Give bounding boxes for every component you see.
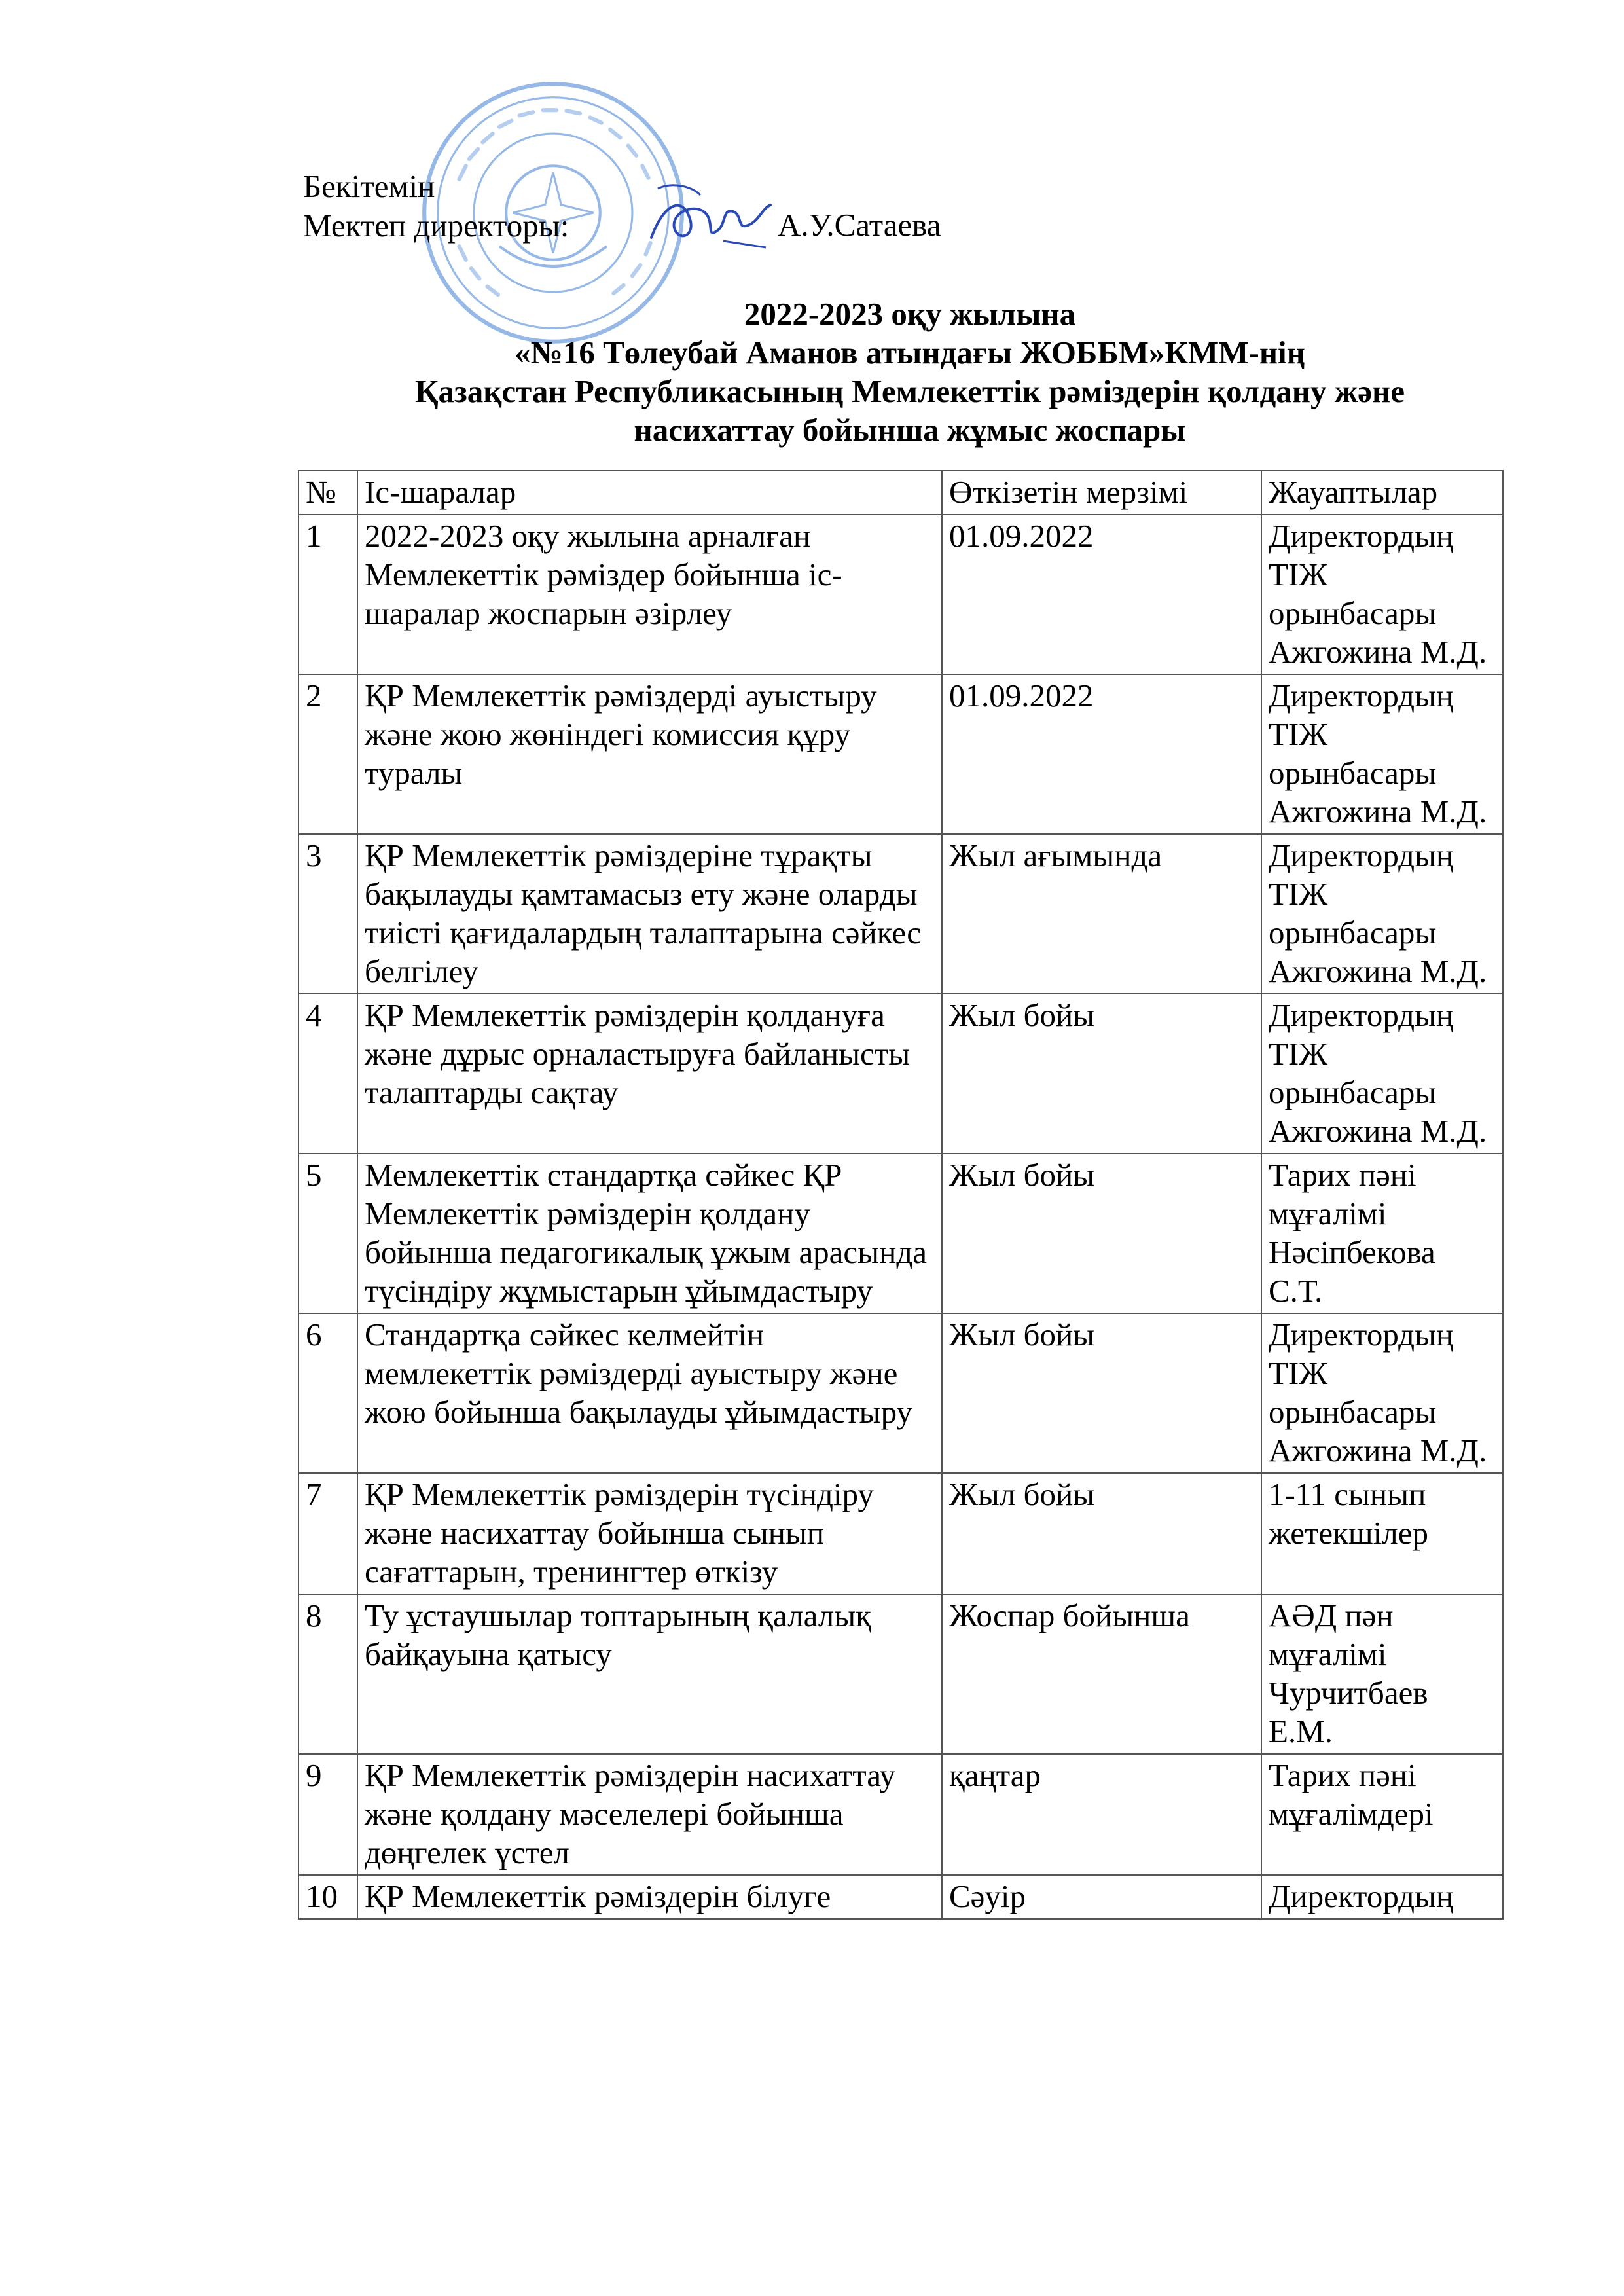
document-title bbox=[340, 295, 1479, 449]
table-header-row bbox=[298, 471, 1503, 515]
table-row bbox=[298, 1313, 1503, 1473]
row-responsible: Директордың ТІЖ орынбасары Ажгожина М.Д. bbox=[1261, 515, 1503, 674]
row-activity: ҚР Мемлекеттік рәміздерді ауыстыру және жою жөніндегі комиссия құру туралы bbox=[357, 674, 942, 834]
row-date: Жыл бойы bbox=[942, 1313, 1261, 1473]
title-line-1: 2022-2023 оқу жылына bbox=[744, 296, 1076, 332]
row-responsible: Тарих пәні мұғалімдері bbox=[1261, 1754, 1503, 1875]
approval-block bbox=[303, 167, 569, 246]
director-name: А.У.Сатаева bbox=[778, 207, 941, 243]
row-activity: Стандартқа сәйкес келмейтін мемлекеттік рәміздерді ауыстыру және жою бойынша бақылауды ұйымдастыру bbox=[357, 1313, 942, 1473]
table-row bbox=[298, 1154, 1503, 1313]
title-line-3: Қазақстан Республикасының Мемлекеттік рәміздерін қолдану және bbox=[414, 373, 1405, 409]
row-number: 2 bbox=[298, 674, 357, 834]
director-title: Мектеп директоры: bbox=[303, 208, 569, 244]
title-line-2: «№16 Төлеубай Аманов атындағы ЖОББМ»КММ-нің bbox=[514, 335, 1305, 371]
row-responsible: Директордың bbox=[1261, 1875, 1503, 1919]
row-number: 10 bbox=[298, 1875, 357, 1919]
row-date: 01.09.2022 bbox=[942, 515, 1261, 674]
row-date: Жыл ағымында bbox=[942, 834, 1261, 994]
row-activity: ҚР Мемлекеттік рәміздерін білуге bbox=[357, 1875, 942, 1919]
row-number: 5 bbox=[298, 1154, 357, 1313]
table-row bbox=[298, 1754, 1503, 1875]
row-responsible: Директордың ТІЖ орынбасары Ажгожина М.Д. bbox=[1261, 1313, 1503, 1473]
row-activity: 2022-2023 оқу жылына арналған Мемлекеттік рәміздер бойынша іс-шаралар жоспарын әзірлеу bbox=[357, 515, 942, 674]
table-row bbox=[298, 515, 1503, 674]
row-responsible: Директордың ТІЖ орынбасары Ажгожина М.Д. bbox=[1261, 994, 1503, 1154]
row-activity: ҚР Мемлекеттік рәміздерін насихаттау және қолдану мәселелері бойынша дөңгелек үстел bbox=[357, 1754, 942, 1875]
row-number: 3 bbox=[298, 834, 357, 994]
header-date: Өткізетін мерзімі bbox=[942, 471, 1261, 515]
title-line-4: насихаттау бойынша жұмыс жоспары bbox=[634, 412, 1186, 448]
table-row bbox=[298, 994, 1503, 1154]
row-number: 4 bbox=[298, 994, 357, 1154]
table-row bbox=[298, 1875, 1503, 1919]
row-number: 9 bbox=[298, 1754, 357, 1875]
approve-label: Бекітемін bbox=[303, 168, 435, 204]
row-date: Сәуір bbox=[942, 1875, 1261, 1919]
row-number: 7 bbox=[298, 1473, 357, 1594]
row-activity: ҚР Мемлекеттік рәміздеріне тұрақты бақылауды қамтамасыз ету және оларды тиісті қағидалардың талаптарына сәйкес белгілеу bbox=[357, 834, 942, 994]
row-responsible: Директордың ТІЖ орынбасары Ажгожина М.Д. bbox=[1261, 834, 1503, 994]
header-activity: Іс-шаралар bbox=[357, 471, 942, 515]
row-responsible: Тарих пәні мұғалімі Нәсіпбекова С.Т. bbox=[1261, 1154, 1503, 1313]
row-number: 1 bbox=[298, 515, 357, 674]
table-row bbox=[298, 1473, 1503, 1594]
header-number: № bbox=[298, 471, 357, 515]
row-date: қаңтар bbox=[942, 1754, 1261, 1875]
table-row bbox=[298, 834, 1503, 994]
row-number: 8 bbox=[298, 1594, 357, 1754]
row-date: Жыл бойы bbox=[942, 1473, 1261, 1594]
row-date: 01.09.2022 bbox=[942, 674, 1261, 834]
table-row bbox=[298, 1594, 1503, 1754]
header-responsible: Жауаптылар bbox=[1261, 471, 1503, 515]
row-activity: Мемлекеттік стандартқа сәйкес ҚР Мемлекеттік рәміздерін қолдану бойынша педагогикалық ұжым арасында түсіндіру жұмыстарын ұйымдастыру bbox=[357, 1154, 942, 1313]
row-number: 6 bbox=[298, 1313, 357, 1473]
row-responsible: Директордың ТІЖ орынбасары Ажгожина М.Д. bbox=[1261, 674, 1503, 834]
work-plan-table bbox=[298, 470, 1504, 1920]
row-activity: Ту ұстаушылар топтарының қалалық байқауына қатысу bbox=[357, 1594, 942, 1754]
table-row bbox=[298, 674, 1503, 834]
director-signature bbox=[645, 175, 776, 261]
row-responsible: 1-11 сынып жетекшілер bbox=[1261, 1473, 1503, 1594]
row-responsible: АӘД пән мұғалімі Чурчитбаев Е.М. bbox=[1261, 1594, 1503, 1754]
row-date: Жыл бойы bbox=[942, 994, 1261, 1154]
row-date: Жыл бойы bbox=[942, 1154, 1261, 1313]
row-activity: ҚР Мемлекеттік рәміздерін түсіндіру және насихаттау бойынша сынып сағаттарын, тренингтер өткізу bbox=[357, 1473, 942, 1594]
row-activity: ҚР Мемлекеттік рәміздерін қолдануға және дұрыс орналастыруға байланысты талаптарды сақтау bbox=[357, 994, 942, 1154]
row-date: Жоспар бойынша bbox=[942, 1594, 1261, 1754]
